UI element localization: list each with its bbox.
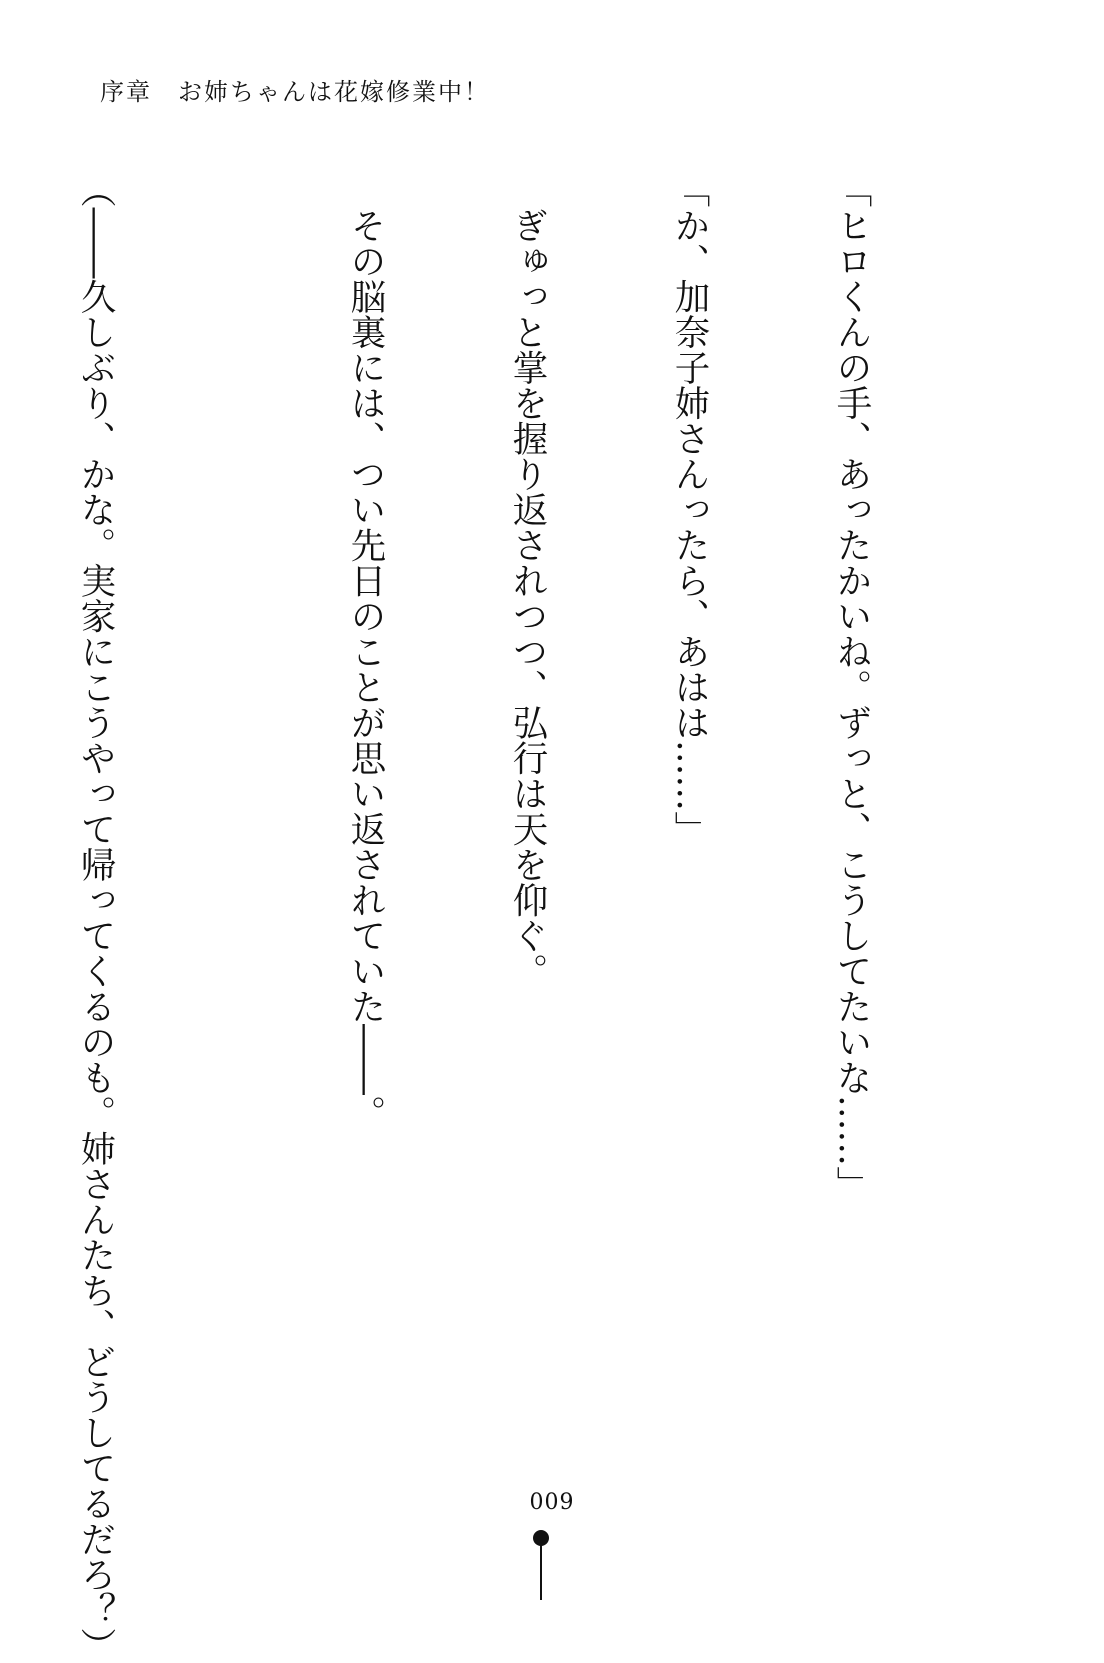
novel-body-text xyxy=(0,172,986,1663)
page-number: 009 xyxy=(529,1490,575,1515)
text-line: 「ヒロくんの手、あったかいね。ずっと、こうしてたいな……」 xyxy=(831,172,872,1202)
running-header: 序章 お姉ちゃんは花嫁修業中！ xyxy=(100,78,490,106)
text-line: 「か、加奈子姉さんったら、あはは……」 xyxy=(669,172,710,847)
text-line: ぎゅっと掌を握り返されつつ、弘行は天を仰ぐ。 xyxy=(507,172,548,989)
text-line: その脳裏には、つい先日のことが思い返されていた――。 xyxy=(345,172,386,1131)
text-line: （――久しぶり、かな。実家にこうやって帰ってくるのも。姉さんたち、どうしてるだろ？） xyxy=(75,172,116,1663)
page-marker-line xyxy=(540,1544,542,1600)
